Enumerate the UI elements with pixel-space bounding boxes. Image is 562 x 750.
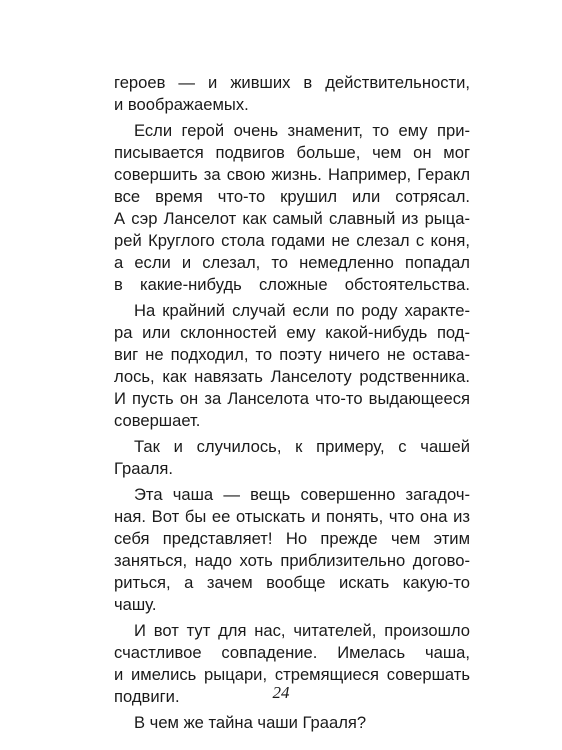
text-line: писывается подвигов больше, чем он мог	[114, 143, 470, 162]
text-line: А сэр Ланселот как самый славный из рыца-	[114, 209, 470, 228]
text-line: счастливое совпадение. Имелась чаша,	[114, 643, 470, 662]
text-line: И вот тут для нас, читателей, произошло	[134, 621, 470, 640]
text-line: Если герой очень знаменит, то ему при-	[134, 121, 470, 140]
text-line: а если и слезал, то немедленно попадал	[114, 253, 470, 272]
text-line: и имелись рыцари, стремящиеся совершать	[114, 665, 470, 684]
text-line: совершает.	[114, 411, 201, 430]
text-line: и воображаемых.	[114, 95, 249, 114]
text-line: Эта чаша — вещь совершенно загадоч-	[134, 485, 470, 504]
text-line: в какие-нибудь сложные обстоятельства.	[114, 275, 470, 294]
text-line: лось, как навязать Ланселоту родственника.	[114, 367, 470, 386]
text-line: риться, а зачем вообще искать какую-то	[114, 573, 470, 592]
text-line: Грааля.	[114, 459, 174, 478]
text-line: чашу.	[114, 595, 157, 614]
text-line: заняться, надо хоть приблизительно догово-	[114, 551, 470, 570]
text-line: Так и случилось, к примеру, с чашей	[134, 437, 470, 456]
text-line: виг не подходил, то поэту ничего не остава-	[114, 345, 470, 364]
text-line: В чем же тайна чаши Грааля?	[134, 713, 367, 732]
text-line: все время что-то крушил или сотрясал.	[114, 187, 470, 206]
text-line: На крайний случай если по роду характе-	[134, 301, 470, 320]
text-line: подвиги.	[114, 687, 180, 706]
text-line: совершить за свою жизнь. Например, Геракл	[114, 165, 470, 184]
text-line: рей Круглого стола годами не слезал с коня,	[114, 231, 470, 250]
text-line: ная. Вот бы ее отыскать и понять, что она из	[114, 507, 470, 526]
text-line: И пусть он за Ланселота что-то выдающееся	[114, 389, 470, 408]
text-line: ра или склонностей ему какой-нибудь под-	[114, 323, 470, 342]
text-line: героев — и живших в действительности,	[114, 73, 470, 92]
text-line: себя представляет! Но прежде чем этим	[114, 529, 470, 548]
page-number: 24	[272, 683, 290, 702]
